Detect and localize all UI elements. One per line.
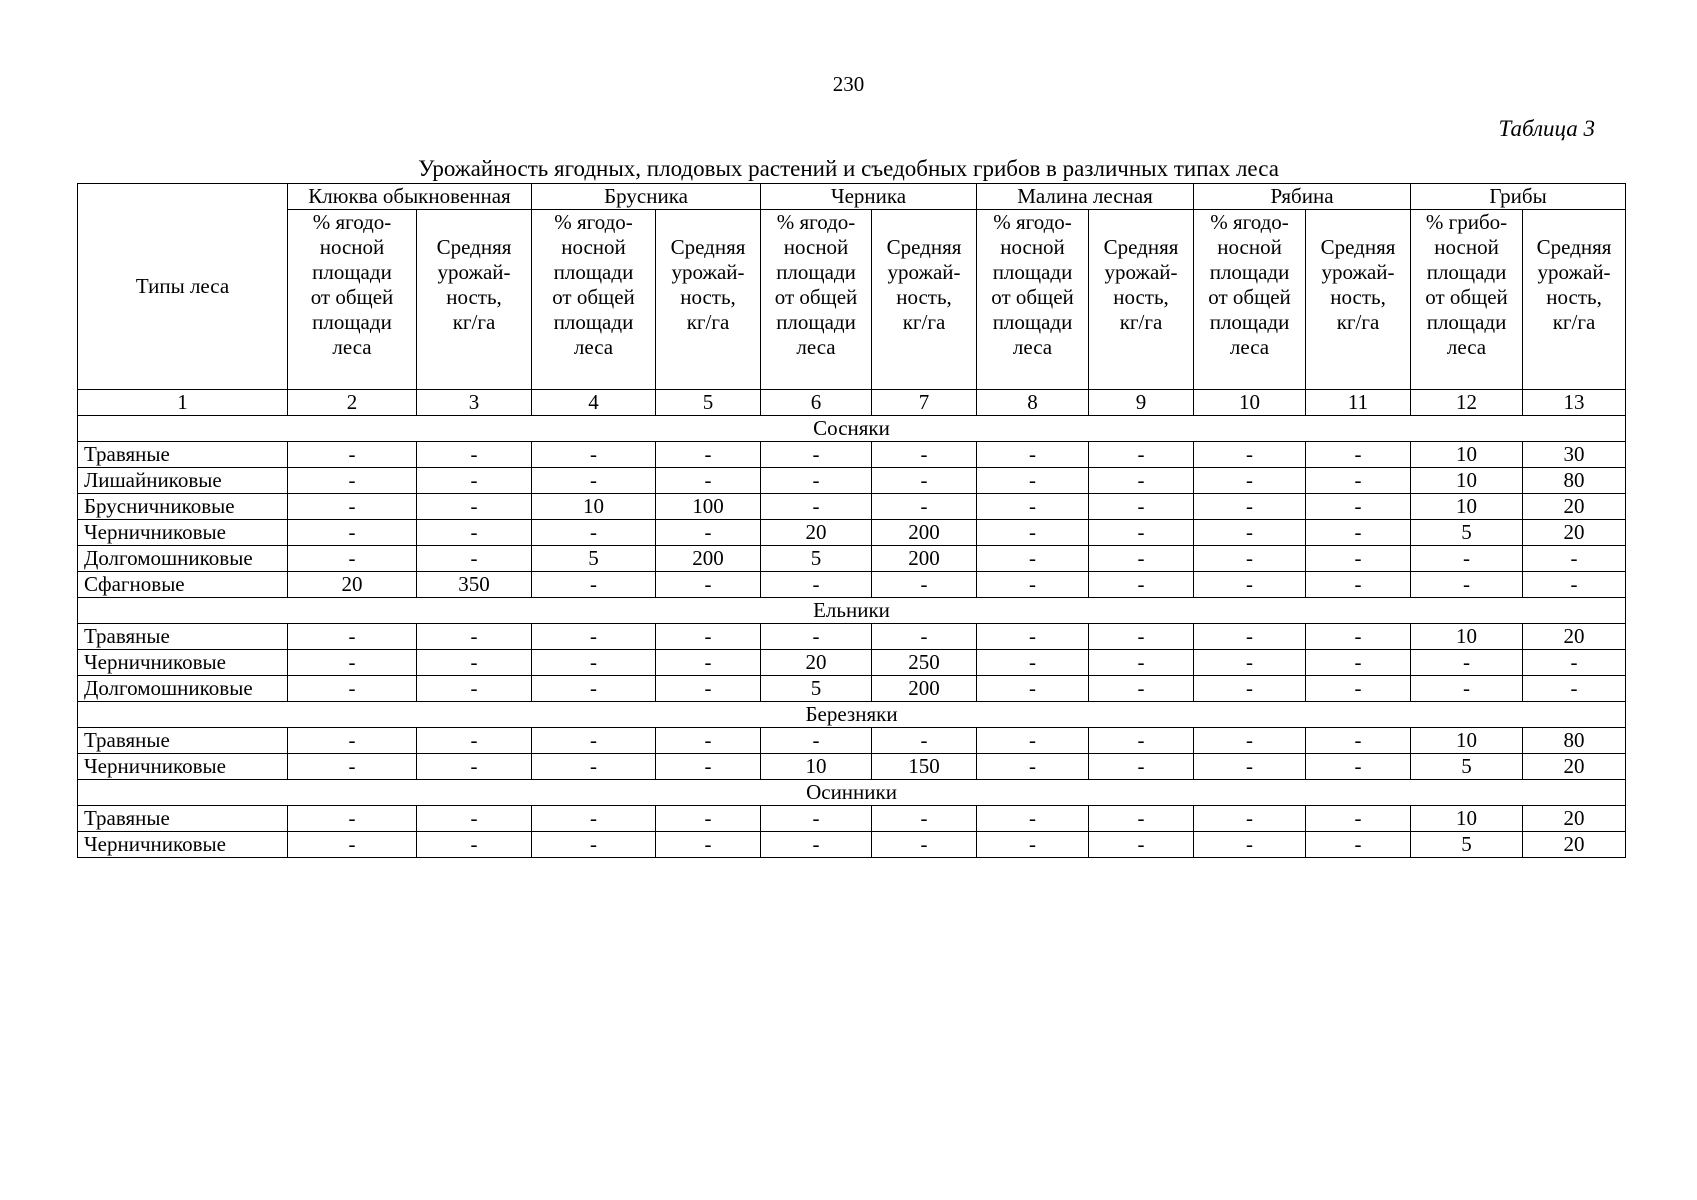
value-cell: - [417, 676, 532, 702]
value-cell: - [656, 728, 761, 754]
value-cell: - [1306, 494, 1411, 520]
column-number: 11 [1306, 390, 1411, 416]
value-cell: - [977, 494, 1089, 520]
value-cell: - [1089, 442, 1194, 468]
value-cell: 5 [532, 546, 656, 572]
value-cell: - [1194, 546, 1306, 572]
value-cell: - [1194, 468, 1306, 494]
table-row [78, 520, 1626, 546]
value-cell: - [417, 624, 532, 650]
value-cell: - [1306, 650, 1411, 676]
value-cell: 20 [1523, 520, 1626, 546]
value-cell: - [1306, 806, 1411, 832]
value-cell: - [1194, 572, 1306, 598]
forest-type-cell: Черничниковые [78, 832, 288, 858]
forest-type-cell: Черничниковые [78, 650, 288, 676]
value-cell: - [872, 572, 977, 598]
value-cell: - [977, 676, 1089, 702]
value-cell: - [872, 442, 977, 468]
header-group-row [78, 184, 1626, 210]
value-cell: - [1089, 546, 1194, 572]
section-title: Ельники [78, 598, 1626, 624]
value-cell: - [977, 832, 1089, 858]
section-row [78, 780, 1626, 806]
value-cell: 200 [872, 676, 977, 702]
value-cell: - [1194, 442, 1306, 468]
value-cell: 20 [1523, 832, 1626, 858]
value-cell: 10 [761, 754, 872, 780]
value-cell: - [532, 806, 656, 832]
value-cell: - [1089, 468, 1194, 494]
value-cell: 10 [1411, 624, 1523, 650]
value-cell: - [288, 650, 417, 676]
value-cell: - [977, 546, 1089, 572]
value-cell: - [1194, 520, 1306, 546]
forest-type-cell: Травяные [78, 806, 288, 832]
value-cell: - [1089, 754, 1194, 780]
column-number-row [78, 390, 1626, 416]
value-cell: - [288, 494, 417, 520]
column-number: 12 [1411, 390, 1523, 416]
value-cell: - [1411, 676, 1523, 702]
value-cell: - [1089, 494, 1194, 520]
header-sub-row [78, 210, 1626, 390]
value-cell: - [1306, 468, 1411, 494]
forest-type-cell: Травяные [78, 442, 288, 468]
group-header-raspberry: Малина лесная [977, 184, 1194, 210]
value-cell: - [288, 728, 417, 754]
area-share-header: % ягодо- носной площади от общей площади леса [977, 210, 1089, 390]
group-header-blueberry: Черника [761, 184, 977, 210]
value-cell: - [532, 754, 656, 780]
page-number: 230 [832, 72, 865, 96]
value-cell: - [1523, 572, 1626, 598]
table-row [78, 728, 1626, 754]
section-title: Осинники [78, 780, 1626, 806]
value-cell: - [288, 624, 417, 650]
value-cell: 150 [872, 754, 977, 780]
value-cell: - [1089, 572, 1194, 598]
value-cell: - [532, 442, 656, 468]
value-cell: - [1194, 494, 1306, 520]
value-cell: - [417, 728, 532, 754]
column-number: 4 [532, 390, 656, 416]
value-cell: - [977, 624, 1089, 650]
column-number: 5 [656, 390, 761, 416]
column-number: 13 [1523, 390, 1626, 416]
value-cell: - [1089, 650, 1194, 676]
value-cell: - [1194, 676, 1306, 702]
value-cell: - [1089, 676, 1194, 702]
value-cell: - [1089, 806, 1194, 832]
value-cell: - [417, 494, 532, 520]
value-cell: - [977, 650, 1089, 676]
value-cell: - [1306, 728, 1411, 754]
value-cell: - [872, 494, 977, 520]
value-cell: 80 [1523, 728, 1626, 754]
value-cell: 20 [1523, 806, 1626, 832]
value-cell: - [532, 468, 656, 494]
value-cell: 20 [1523, 754, 1626, 780]
value-cell: - [288, 468, 417, 494]
value-cell: - [288, 754, 417, 780]
value-cell: - [417, 442, 532, 468]
value-cell: - [532, 572, 656, 598]
value-cell: - [872, 468, 977, 494]
value-cell: 10 [1411, 494, 1523, 520]
value-cell: - [1306, 546, 1411, 572]
area-share-header: % ягодо- носной площади от общей площади леса [288, 210, 417, 390]
group-header-cranberry: Клюква обыкновенная [288, 184, 532, 210]
table-row [78, 806, 1626, 832]
value-cell: - [288, 806, 417, 832]
column-number: 7 [872, 390, 977, 416]
value-cell: - [872, 728, 977, 754]
value-cell: 200 [872, 520, 977, 546]
value-cell: - [1194, 754, 1306, 780]
value-cell: 350 [417, 572, 532, 598]
table-row [78, 572, 1626, 598]
value-cell: - [1306, 572, 1411, 598]
value-cell: - [532, 728, 656, 754]
value-cell: - [1089, 520, 1194, 546]
section-title: Сосняки [78, 416, 1626, 442]
average-yield-header: Средняя урожай- ность, кг/га [1306, 210, 1411, 390]
value-cell: - [1411, 572, 1523, 598]
value-cell: - [872, 832, 977, 858]
group-header-mushrooms: Грибы [1411, 184, 1626, 210]
value-cell: - [761, 624, 872, 650]
value-cell: - [1306, 832, 1411, 858]
value-cell: - [977, 442, 1089, 468]
value-cell: - [288, 442, 417, 468]
value-cell: - [1411, 546, 1523, 572]
area-share-header: % ягодо- носной площади от общей площади леса [532, 210, 656, 390]
value-cell: - [288, 676, 417, 702]
value-cell: 20 [1523, 624, 1626, 650]
column-number: 8 [977, 390, 1089, 416]
forest-type-cell: Брусничниковые [78, 494, 288, 520]
value-cell: - [1411, 650, 1523, 676]
forest-type-cell: Травяные [78, 624, 288, 650]
value-cell: - [1194, 832, 1306, 858]
area-share-header: % грибо- носной площади от общей площади леса [1411, 210, 1523, 390]
value-cell: - [656, 832, 761, 858]
value-cell: - [977, 520, 1089, 546]
value-cell: - [288, 546, 417, 572]
table-row [78, 546, 1626, 572]
value-cell: - [656, 650, 761, 676]
value-cell: 20 [761, 520, 872, 546]
column-number: 3 [417, 390, 532, 416]
value-cell: 100 [656, 494, 761, 520]
value-cell: - [1194, 728, 1306, 754]
section-row [78, 702, 1626, 728]
value-cell: - [977, 806, 1089, 832]
value-cell: - [761, 572, 872, 598]
value-cell: - [656, 676, 761, 702]
value-cell: - [288, 832, 417, 858]
value-cell: 5 [1411, 754, 1523, 780]
area-share-header: % ягодо- носной площади от общей площади леса [1194, 210, 1306, 390]
value-cell: 30 [1523, 442, 1626, 468]
forest-type-cell: Сфагновые [78, 572, 288, 598]
value-cell: - [1194, 650, 1306, 676]
section-title: Березняки [78, 702, 1626, 728]
average-yield-header: Средняя урожай- ность, кг/га [1089, 210, 1194, 390]
table-row [78, 624, 1626, 650]
column-number: 6 [761, 390, 872, 416]
value-cell: - [532, 520, 656, 546]
value-cell: 5 [761, 546, 872, 572]
forest-type-cell: Черничниковые [78, 520, 288, 546]
column-number: 9 [1089, 390, 1194, 416]
value-cell: - [656, 468, 761, 494]
value-cell: 10 [532, 494, 656, 520]
table-row [78, 832, 1626, 858]
value-cell: 5 [1411, 520, 1523, 546]
value-cell: - [1089, 624, 1194, 650]
forest-type-cell: Черничниковые [78, 754, 288, 780]
value-cell: 20 [1523, 494, 1626, 520]
column-number: 10 [1194, 390, 1306, 416]
value-cell: - [532, 650, 656, 676]
value-cell: - [532, 624, 656, 650]
value-cell: - [656, 624, 761, 650]
value-cell: - [417, 754, 532, 780]
value-cell: - [656, 806, 761, 832]
value-cell: - [417, 806, 532, 832]
forest-type-cell: Долгомошниковые [78, 676, 288, 702]
value-cell: - [761, 728, 872, 754]
value-cell: - [761, 806, 872, 832]
value-cell: - [1523, 650, 1626, 676]
section-row [78, 598, 1626, 624]
value-cell: - [417, 520, 532, 546]
value-cell: 200 [656, 546, 761, 572]
value-cell: 10 [1411, 728, 1523, 754]
group-header-rowan: Рябина [1194, 184, 1411, 210]
value-cell: 10 [1411, 442, 1523, 468]
value-cell: - [761, 494, 872, 520]
table-label: Таблица 3 [1498, 116, 1595, 141]
value-cell: - [656, 754, 761, 780]
average-yield-header: Средняя урожай- ность, кг/га [656, 210, 761, 390]
forest-type-cell: Лишайниковые [78, 468, 288, 494]
value-cell: - [872, 624, 977, 650]
value-cell: - [532, 676, 656, 702]
value-cell: - [977, 468, 1089, 494]
value-cell: - [977, 754, 1089, 780]
value-cell: - [532, 832, 656, 858]
average-yield-header: Средняя урожай- ность, кг/га [417, 210, 532, 390]
group-header-lingonberry: Брусника [532, 184, 761, 210]
value-cell: - [1194, 624, 1306, 650]
table-row [78, 676, 1626, 702]
value-cell: 5 [1411, 832, 1523, 858]
value-cell: 5 [761, 676, 872, 702]
value-cell: 80 [1523, 468, 1626, 494]
average-yield-header: Средняя урожай- ность, кг/га [1523, 210, 1626, 390]
value-cell: - [1194, 806, 1306, 832]
value-cell: - [1306, 676, 1411, 702]
value-cell: - [761, 468, 872, 494]
table-row [78, 754, 1626, 780]
value-cell: - [761, 832, 872, 858]
column-number: 1 [78, 390, 288, 416]
value-cell: - [656, 442, 761, 468]
value-cell: - [761, 442, 872, 468]
value-cell: - [1306, 754, 1411, 780]
value-cell: 250 [872, 650, 977, 676]
value-cell: - [417, 468, 532, 494]
value-cell: - [417, 650, 532, 676]
value-cell: - [1089, 832, 1194, 858]
value-cell: - [656, 572, 761, 598]
value-cell: - [1523, 676, 1626, 702]
average-yield-header: Средняя урожай- ность, кг/га [872, 210, 977, 390]
value-cell: 200 [872, 546, 977, 572]
column-number: 2 [288, 390, 417, 416]
value-cell: - [1306, 442, 1411, 468]
value-cell: 10 [1411, 806, 1523, 832]
value-cell: - [417, 546, 532, 572]
value-cell: - [288, 520, 417, 546]
forest-type-cell: Травяные [78, 728, 288, 754]
table-row [78, 650, 1626, 676]
table-row [78, 494, 1626, 520]
forest-type-cell: Долгомошниковые [78, 546, 288, 572]
yield-table [77, 183, 1626, 858]
forest-type-header: Типы леса [78, 184, 288, 390]
value-cell: - [1306, 624, 1411, 650]
value-cell: 20 [288, 572, 417, 598]
table-row [78, 468, 1626, 494]
area-share-header: % ягодо- носной площади от общей площади леса [761, 210, 872, 390]
value-cell: - [1089, 728, 1194, 754]
value-cell: 20 [761, 650, 872, 676]
value-cell: - [417, 832, 532, 858]
value-cell: - [977, 572, 1089, 598]
value-cell: - [1306, 520, 1411, 546]
value-cell: - [1523, 546, 1626, 572]
value-cell: - [977, 728, 1089, 754]
value-cell: - [656, 520, 761, 546]
value-cell: - [872, 806, 977, 832]
table-title: Урожайность ягодных, плодовых растений и съедобных грибов в различных типах леса [418, 156, 1279, 181]
section-row [78, 416, 1626, 442]
value-cell: 10 [1411, 468, 1523, 494]
table-row [78, 442, 1626, 468]
